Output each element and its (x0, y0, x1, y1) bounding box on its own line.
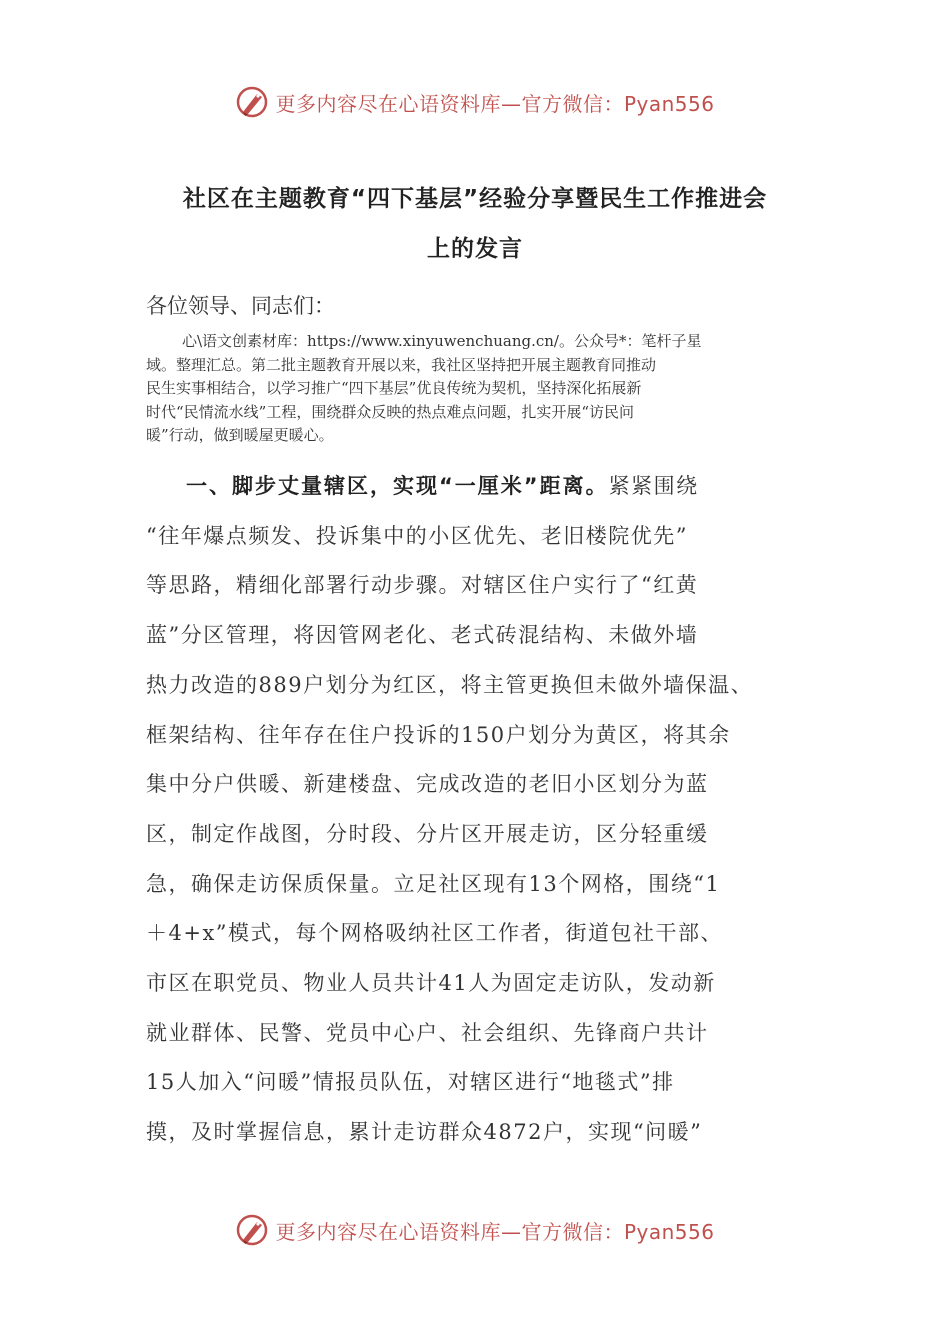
intro-line: 民生实事相结合，以学习推广“四下基层”优良传统为契机，坚持深化拓展新 (146, 379, 642, 397)
intro-line: 时代“民情流水线”工程，围绕群众反映的热点难点问题，扎实开展“访民问 (146, 402, 635, 421)
document-title-line-2: 上的发言 (427, 236, 523, 262)
body-line: 热力改造的889户划分为红区，将主管更换但未做外墙保温、 (146, 672, 754, 697)
pen-nib-icon (235, 85, 269, 119)
body-line: ＋4+x”模式，每个网格吸纳社区工作者，街道包社干部、 (146, 921, 724, 946)
body-line: 15人加入“问暖”情报员队伍，对辖区进行“地毯式”排 (146, 1070, 675, 1095)
document-title-line-1: 社区在主题教育“四下基层”经验分享暨民生工作推进会 (182, 186, 768, 212)
body-line: 市区在职党员、物业人员共计41人为固定走访队，发动新 (146, 971, 716, 996)
footer-banner (0, 1208, 950, 1252)
section-1-heading: 一、脚步丈量辖区，实现“一厘米”距离。 (186, 474, 609, 498)
pen-nib-icon (235, 1213, 269, 1247)
intro-line: 暖”行动，做到暖屋更暖心。 (146, 426, 334, 444)
intro-paragraph (146, 330, 814, 448)
section-1-body (146, 462, 826, 1158)
body-line: 就业群体、民警、党员中心户、社会组织、先锋商户共计 (146, 1020, 709, 1045)
body-line: “往年爆点频发、投诉集中的小区优先、老旧楼院优先” (146, 523, 688, 548)
body-line: 蓝”分区管理，将因管网老化、老式砖混结构、未做外墙 (146, 623, 699, 648)
section-1-first-tail: 紧紧围绕 (608, 474, 699, 498)
header-banner (0, 80, 950, 124)
body-line: 区，制定作战图，分时段、分片区开展走访，区分轻重缓 (146, 821, 709, 846)
body-line: 摸，及时掌握信息，累计走访群众4872户，实现“问暖” (146, 1120, 703, 1145)
section-1-first-line (146, 462, 826, 512)
body-line: 框架结构、往年存在住户投诉的150户划分为黄区，将其余 (146, 722, 731, 747)
greeting: 各位领导、同志们： (146, 294, 335, 318)
banner-text: 更多内容尽在心语资料库—官方微信：Pyan556 (275, 1219, 715, 1244)
body-line: 等思路，精细化部署行动步骤。对辖区住户实行了“红黄 (146, 573, 699, 598)
intro-line: 心\语文创素材库：https://www.xinyuwenchuang.cn/。公众号*：笔杆子星 (182, 332, 702, 350)
body-line: 集中分户供暖、新建楼盘、完成改造的老旧小区划分为蓝 (146, 772, 709, 797)
banner-text: 更多内容尽在心语资料库—官方微信：Pyan556 (275, 91, 715, 116)
intro-line: 域。整理汇总。第二批主题教育开展以来，我社区坚持把开展主题教育同推动 (146, 355, 657, 374)
body-line: 急，确保走访保质保量。立足社区现有13个网格，围绕“1 (146, 871, 721, 896)
